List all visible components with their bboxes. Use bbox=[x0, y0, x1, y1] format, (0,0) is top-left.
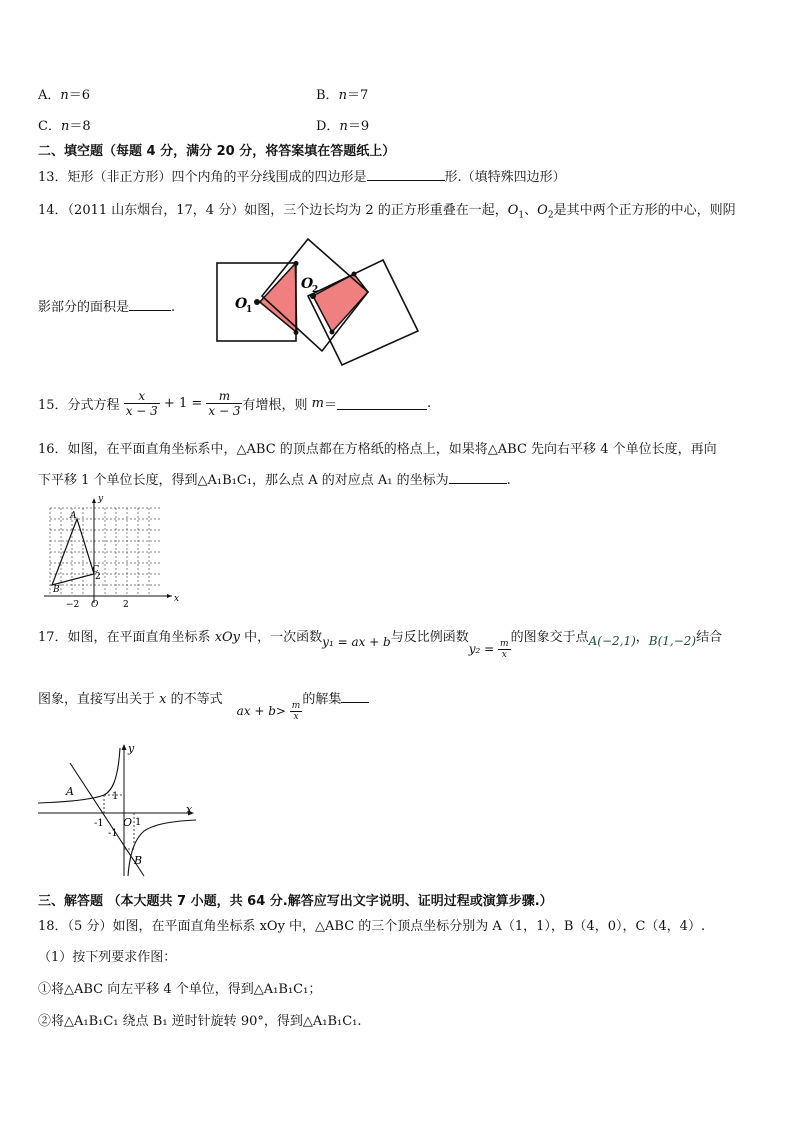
q14-o2-sub: 2 bbox=[547, 210, 554, 221]
q14-period: . bbox=[171, 300, 176, 315]
q15-plus-one: + 1 = bbox=[159, 396, 207, 411]
q17-comma: ， bbox=[635, 630, 649, 645]
question-18-part1: （1）按下列要求作图： bbox=[38, 950, 177, 965]
y-axis-arrow bbox=[122, 744, 127, 750]
option-b-value: ＝7 bbox=[346, 88, 369, 103]
option-c-value: ＝8 bbox=[69, 119, 91, 134]
question-13 bbox=[38, 166, 566, 185]
linear-function-line bbox=[70, 763, 144, 876]
frac1-numerator: x bbox=[138, 389, 146, 403]
question-14 bbox=[38, 199, 736, 221]
q17-text-3: 与反比例函数 bbox=[390, 630, 469, 645]
q15-var: m bbox=[311, 396, 324, 411]
tick-x2: 2 bbox=[123, 600, 129, 610]
y-axis-label: y bbox=[128, 742, 135, 755]
q15-answer-blank[interactable] bbox=[337, 397, 427, 410]
q14-text-3: 影部分的面积是 bbox=[38, 300, 130, 315]
option-c bbox=[38, 115, 91, 134]
q17-inverse-function bbox=[469, 639, 511, 660]
q15-eq: ＝ bbox=[323, 398, 337, 413]
q17-inequality bbox=[237, 701, 303, 722]
q17-function-graph bbox=[36, 738, 201, 878]
tick-y2: 2 bbox=[95, 572, 101, 582]
q17-text: 17．如图，在平面直角坐标系 bbox=[38, 630, 215, 645]
label-a: A bbox=[70, 511, 77, 521]
question-15 bbox=[38, 389, 431, 418]
q17-ineq-numerator: m bbox=[291, 701, 301, 711]
frac1-denominator: x − 3 bbox=[125, 404, 158, 418]
section-2-title: 二、填空题（每题 4 分，满分 20 分，将答案填在答题纸上） bbox=[38, 144, 396, 159]
option-c-var: n bbox=[60, 119, 70, 134]
q17-ineq-lhs: ax + b> bbox=[236, 704, 290, 718]
q17-answer-blank[interactable] bbox=[341, 690, 369, 703]
option-b bbox=[316, 84, 368, 103]
q14-text: 14．（2011 山东烟台，17，4 分）如图，三个边长均为 2 的正方形重叠在一起， bbox=[38, 203, 508, 218]
q15-fraction-2 bbox=[206, 389, 242, 418]
option-a-value: ＝6 bbox=[68, 88, 91, 103]
vertex-dot bbox=[294, 261, 299, 266]
x-axis-label: x bbox=[186, 803, 193, 816]
center-o1 bbox=[254, 299, 260, 305]
question-16-line2 bbox=[38, 469, 511, 488]
x-axis-label: x bbox=[174, 594, 180, 604]
q14-o2: O bbox=[537, 203, 548, 218]
q17-xoy: xOy bbox=[214, 630, 241, 645]
option-a bbox=[38, 84, 90, 103]
q17-point-a: A(−2,1) bbox=[588, 634, 636, 648]
q14-o1-sub: 1 bbox=[518, 210, 525, 221]
origin-label: O bbox=[91, 600, 99, 610]
hyperbola-branch-2 bbox=[38, 748, 120, 803]
option-c-label: C． bbox=[38, 119, 61, 134]
label-o2-sub: 2 bbox=[312, 285, 319, 295]
q14-o1: O bbox=[507, 203, 519, 218]
q15-text-2: 有增根，则 bbox=[242, 398, 312, 413]
tick-y-neg1: -1 bbox=[108, 828, 118, 839]
q14-text-2: 是其中两个正方形的中心，则阴 bbox=[553, 203, 736, 218]
q15-text: 15．分式方程 bbox=[38, 398, 120, 413]
question-14-line2 bbox=[38, 296, 175, 315]
option-b-label: B． bbox=[316, 88, 339, 103]
tick-y1: 1 bbox=[112, 791, 119, 802]
q17-ineq-fraction bbox=[290, 701, 303, 722]
q13-text: 13．矩形（非正方形）四个内角的平分线围成的四边形是 bbox=[38, 170, 367, 185]
option-a-label: A． bbox=[38, 88, 61, 103]
q17-y2-lhs: y₂ = bbox=[468, 642, 499, 656]
option-b-var: n bbox=[338, 88, 347, 103]
label-o2: O bbox=[301, 276, 314, 292]
label-b: B bbox=[134, 854, 143, 867]
tick-x-neg1: -1 bbox=[94, 818, 104, 829]
question-18-step2: ②将△A₁B₁C₁ 绕点 B₁ 逆时针旋转 90°，得到△A₁B₁C₁. bbox=[38, 1014, 362, 1029]
q15-period: . bbox=[426, 396, 432, 411]
q16-text: 下平移 1 个单位长度，得到△A₁B₁C₁，那么点 A 的对应点 A₁ 的坐标为 bbox=[38, 473, 449, 488]
option-a-var: n bbox=[60, 88, 69, 103]
label-c: C bbox=[92, 565, 99, 575]
q13-answer-blank[interactable] bbox=[367, 168, 445, 181]
frac2-denominator: x − 3 bbox=[208, 404, 241, 418]
question-18-step1: ①将△ABC 向左平移 4 个单位，得到△A₁B₁C₁； bbox=[38, 982, 322, 997]
q14-sep: 、 bbox=[524, 203, 538, 218]
q17-line2-text-2: 的不等式 bbox=[166, 692, 223, 707]
q16-answer-blank[interactable] bbox=[449, 471, 507, 484]
q17-line2-x: x bbox=[159, 692, 167, 707]
option-d bbox=[316, 115, 369, 134]
q16-grid-figure bbox=[36, 493, 186, 610]
q17-y2-fraction bbox=[498, 639, 511, 660]
option-d-var: n bbox=[339, 119, 348, 134]
label-o1: O bbox=[235, 296, 248, 312]
section-3-title: 三、解答题 （本大题共 7 小题，共 64 分.解答应写出文字说明、证明过程或演算步骤.） bbox=[38, 894, 553, 909]
q17-line2-text: 图象，直接写出关于 bbox=[38, 692, 160, 707]
q13-text-end: 形.（填特殊四边形） bbox=[444, 170, 566, 185]
q17-text-2: 中，一次函数 bbox=[240, 630, 323, 645]
q17-linear-function: y₁ = ax + b bbox=[322, 635, 391, 649]
label-a: A bbox=[66, 785, 74, 798]
x-axis-arrow bbox=[167, 594, 172, 598]
q14-squares-figure bbox=[210, 232, 425, 372]
q17-point-b: B(1,−2) bbox=[648, 634, 697, 648]
grid-lines bbox=[50, 508, 160, 596]
q17-line2-text-3: 的解集 bbox=[302, 692, 342, 707]
question-17-line2 bbox=[38, 688, 369, 722]
tick-x1: 1 bbox=[135, 817, 142, 828]
q16-period: . bbox=[506, 473, 511, 488]
label-b: B bbox=[53, 585, 60, 595]
option-d-value: ＝9 bbox=[347, 119, 370, 134]
question-18: 18．（5 分）如图，在平面直角坐标系 xOy 中，△ABC 的三个顶点坐标分别为 A（1，1），B（4，0），C（4，4）. bbox=[38, 919, 706, 934]
origin-label: O bbox=[123, 816, 133, 829]
frac2-numerator: m bbox=[218, 389, 231, 403]
q17-text-5: 结合 bbox=[696, 630, 723, 645]
tick-neg2: −2 bbox=[66, 600, 80, 610]
q17-y2-denominator: x bbox=[498, 649, 511, 660]
q17-y2-numerator: m bbox=[500, 639, 509, 649]
label-o1-sub: 1 bbox=[246, 305, 253, 315]
vertex-dot bbox=[330, 330, 335, 335]
q14-answer-blank[interactable] bbox=[129, 298, 171, 311]
vertex-dot bbox=[294, 330, 299, 335]
option-d-label: D． bbox=[316, 119, 340, 134]
q17-ineq-denominator: x bbox=[290, 711, 303, 722]
q17-text-4: 的图象交于点 bbox=[510, 630, 589, 645]
question-16: 16．如图，在平面直角坐标系中，△ABC 的顶点都在方格纸的格点上，如果将△ABC 先向右平移 4 个单位长度，再向 bbox=[38, 442, 717, 457]
y-axis-label: y bbox=[98, 494, 104, 504]
y-axis-arrow bbox=[92, 498, 96, 503]
question-17 bbox=[38, 626, 723, 660]
q15-fraction-1 bbox=[124, 389, 160, 418]
vertex-dot bbox=[352, 272, 357, 277]
